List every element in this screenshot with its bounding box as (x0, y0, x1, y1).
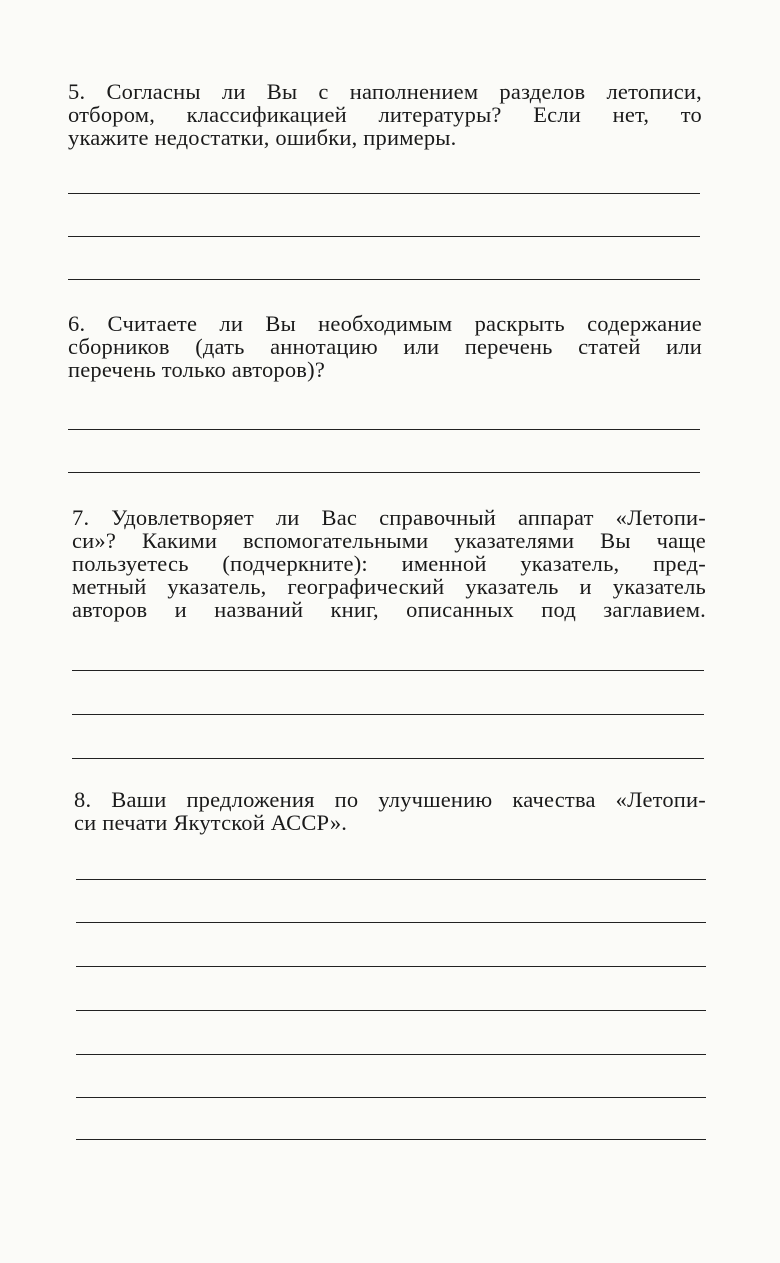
question-5-line-3: укажите недостатки, ошибки, примеры. (68, 125, 457, 150)
question-5 (68, 80, 702, 149)
question-7 (72, 506, 706, 621)
question-6-line-1: 6. Считаете ли Вы необходимым раскрыть содержание (68, 311, 702, 336)
answer-line-q5-1[interactable] (68, 193, 700, 194)
question-5-line-2: отбором, классификацией литературы? Если нет, то (68, 102, 702, 127)
answer-line-q7-1[interactable] (72, 670, 704, 671)
question-7-line-2: си»? Какими вспомогательными указателями Вы чаще (72, 528, 706, 553)
answer-line-q8-4[interactable] (76, 1010, 706, 1011)
question-5-line-1: 5. Согласны ли Вы с наполнением разделов летописи, (68, 79, 702, 104)
question-7-line-1: 7. Удовлетворяет ли Вас справочный аппарат «Летопи- (72, 505, 706, 530)
answer-line-q6-1[interactable] (68, 429, 700, 430)
question-6 (68, 312, 702, 381)
answer-line-q8-5[interactable] (76, 1054, 706, 1055)
answer-line-q5-2[interactable] (68, 236, 700, 237)
answer-line-q7-3[interactable] (72, 758, 704, 759)
question-7-line-4: метный указатель, географический указатель и указатель (72, 574, 706, 599)
answer-line-q6-2[interactable] (68, 472, 700, 473)
answer-line-q7-2[interactable] (72, 714, 704, 715)
question-6-line-2: сборников (дать аннотацию или перечень статей или (68, 334, 702, 359)
question-8-line-1: 8. Ваши предложения по улучшению качества «Летопи- (74, 787, 706, 812)
question-6-line-3: перечень только авторов)? (68, 357, 326, 382)
answer-line-q8-6[interactable] (76, 1097, 706, 1098)
question-8 (74, 788, 706, 834)
answer-line-q8-2[interactable] (76, 922, 706, 923)
answer-line-q8-3[interactable] (76, 966, 706, 967)
answer-line-q8-7[interactable] (76, 1139, 706, 1140)
question-7-line-3: пользуетесь (подчеркните): именной указатель, пред- (72, 551, 706, 576)
question-8-line-2: си печати Якутской АССР». (74, 810, 348, 835)
answer-line-q8-1[interactable] (76, 879, 706, 880)
question-7-line-5: авторов и названий книг, описанных под заглавием. (72, 597, 706, 622)
answer-line-q5-3[interactable] (68, 279, 700, 280)
